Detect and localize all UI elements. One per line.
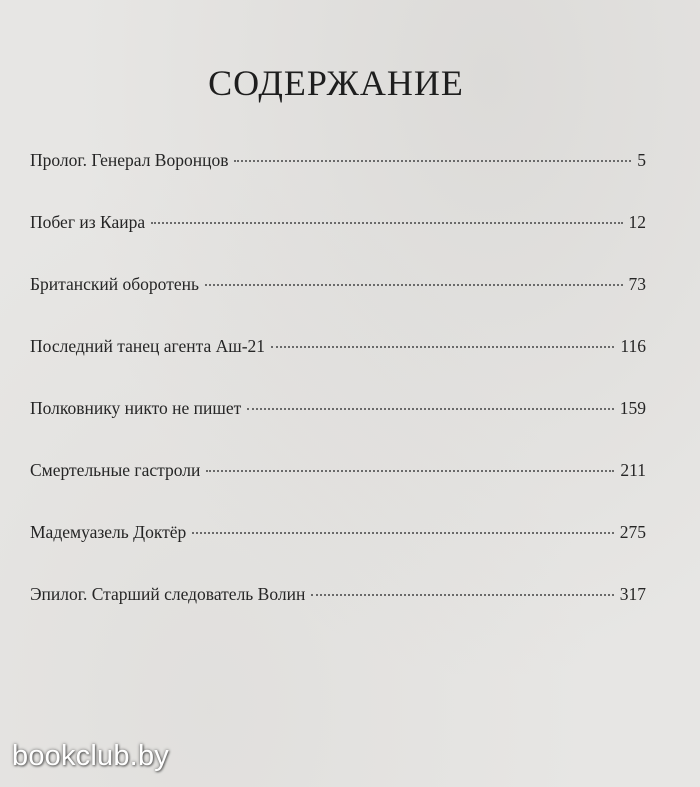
toc-entry-label: Эпилог. Старший следователь Волин: [30, 584, 306, 604]
dot-leader: [192, 532, 613, 534]
toc-entry: [30, 398, 646, 460]
toc-entry-label: Британский оборотень: [30, 274, 199, 294]
toc-entry: [30, 336, 646, 398]
toc-entry-label: Побег из Каира: [30, 212, 146, 232]
table-of-contents: [30, 150, 646, 646]
dot-leader: [151, 222, 622, 224]
toc-entry-page: 159: [619, 398, 646, 418]
dot-leader: [234, 160, 631, 162]
page-title: СОДЕРЖАНИЕ: [208, 63, 464, 103]
toc-entry-label: Последний танец агента Аш-21: [30, 336, 266, 356]
dot-leader: [206, 470, 614, 472]
toc-entry-label: Мадемуазель Доктёр: [30, 522, 187, 542]
toc-entry-label: Пролог. Генерал Воронцов: [30, 150, 229, 170]
dot-leader: [271, 346, 614, 348]
toc-entry-page: 73: [628, 274, 646, 294]
toc-entry-page: 317: [619, 584, 646, 604]
toc-entry: [30, 522, 646, 584]
toc-entry-label: Полковнику никто не пишет: [30, 398, 242, 418]
dot-leader: [205, 284, 623, 286]
toc-entry-page: 275: [619, 522, 646, 542]
toc-entry-page: 5: [637, 150, 646, 170]
toc-entry: [30, 584, 646, 646]
toc-entry: [30, 150, 646, 212]
toc-entry-page: 211: [620, 460, 646, 480]
dot-leader: [247, 408, 613, 410]
toc-entry-page: 12: [628, 212, 646, 232]
toc-entry-page: 116: [620, 336, 646, 356]
toc-entry-label: Смертельные гастроли: [30, 460, 201, 480]
dot-leader: [311, 594, 613, 596]
toc-entry: [30, 460, 646, 522]
toc-entry: [30, 274, 646, 336]
toc-entry: [30, 212, 646, 274]
site-watermark: bookclub.by: [12, 740, 169, 772]
